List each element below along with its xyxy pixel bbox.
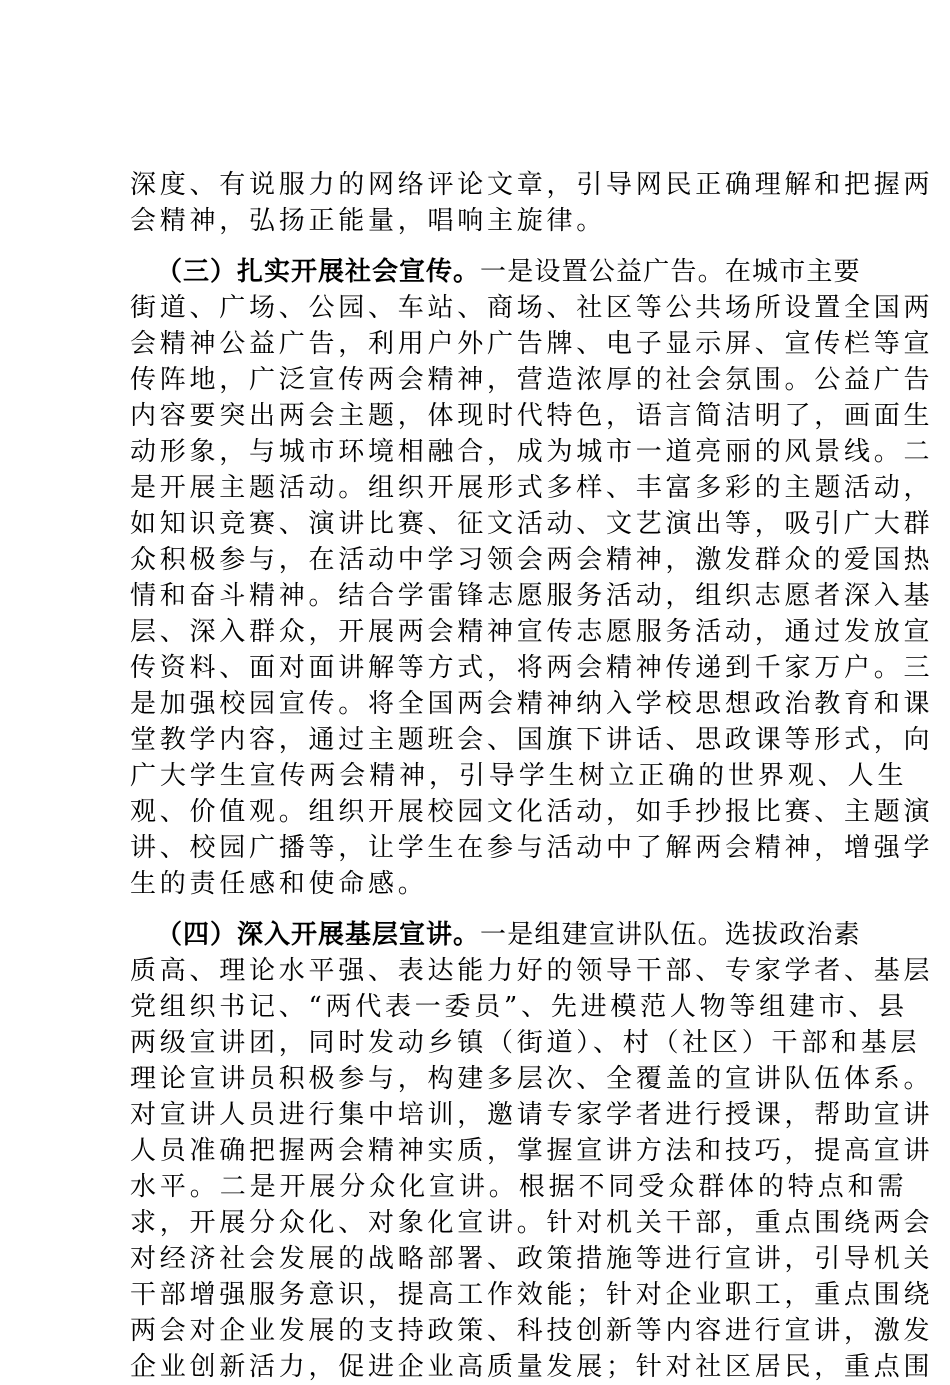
text-line (0, 1205, 950, 1241)
line-text: 会精神，弘扬正能量，唱响主旋律。 (130, 206, 607, 236)
line-text: 传资料、面对面讲解等方式，将两会精神传递到千家万户。三 (130, 653, 934, 683)
line-text: 理论宣讲员积极参与，构建多层次、全覆盖的宣讲队伍体系。 (130, 1064, 934, 1094)
text-line (0, 794, 950, 830)
text-line (0, 614, 950, 650)
text-line (0, 167, 950, 203)
text-line (0, 398, 950, 434)
text-line (0, 578, 950, 614)
line-text: 是开展主题活动。组织开展形式多样、丰富多彩的主题活动， (130, 473, 934, 503)
section-4-heading: （四）深入开展基层宣讲。 (156, 920, 481, 950)
line-text: 质高、理论水平强、表达能力好的领导干部、专家学者、基层 (130, 956, 934, 986)
section-3-heading: （三）扎实开展社会宣传。 (156, 257, 481, 287)
line-text: 观、价值观。组织开展校园文化活动，如手抄报比赛、主题演 (130, 797, 934, 827)
text-line (0, 434, 950, 470)
line-text: 两会对企业发展的支持政策、科技创新等内容进行宣讲，激发 (130, 1316, 934, 1346)
text-line (0, 650, 950, 686)
line-text: 情和奋斗精神。结合学雷锋志愿服务活动，组织志愿者深入基 (130, 581, 934, 611)
line-text: 动形象，与城市环境相融合，成为城市一道亮丽的风景线。二 (130, 437, 934, 467)
line-text: 党组织书记、“两代表一委员”、先进模范人物等组建市、县 (130, 992, 908, 1022)
line-text: 是加强校园宣传。将全国两会精神纳入学校思想政治教育和课 (130, 689, 934, 719)
text-line (0, 953, 950, 989)
text-line (0, 290, 950, 326)
text-line (0, 830, 950, 866)
section-4-first-line-rest: 一是组建宣讲队伍。选拔政治素 (480, 920, 861, 950)
text-line (0, 542, 950, 578)
line-text: 人员准确把握两会精神实质，掌握宣讲方法和技巧，提高宣讲 (130, 1136, 934, 1166)
text-line (0, 1277, 950, 1313)
text-line (0, 470, 950, 506)
section-4-first-line-text (156, 917, 861, 953)
line-text: 深度、有说服力的网络评论文章，引导网民正确理解和把握两 (130, 170, 934, 200)
line-text: 堂教学内容，通过主题班会、国旗下讲话、思政课等形式，向 (130, 725, 934, 755)
line-text: 讲、校园广播等，让学生在参与活动中了解两会精神，增强学 (130, 833, 934, 863)
section-3-first-line-text (156, 254, 861, 290)
text-line (0, 866, 950, 902)
text-line (0, 1169, 950, 1205)
text-line (0, 722, 950, 758)
line-text: 生的责任感和使命感。 (130, 869, 428, 899)
line-text: 传阵地，广泛宣传两会精神，营造浓厚的社会氛围。公益广告 (130, 365, 934, 395)
text-line (0, 203, 950, 239)
text-line (0, 1241, 950, 1277)
text-line (0, 1025, 950, 1061)
line-text: 对宣讲人员进行集中培训，邀请专家学者进行授课，帮助宣讲 (130, 1100, 934, 1130)
text-line (0, 362, 950, 398)
line-text: 求，开展分众化、对象化宣讲。针对机关干部，重点围绕两会 (130, 1208, 934, 1238)
text-line (0, 686, 950, 722)
section-3-first-line-rest: 一是设置公益广告。在城市主要 (480, 257, 861, 287)
line-text: 企业创新活力，促进企业高质量发展；针对社区居民，重点围 (130, 1352, 934, 1382)
line-text: 内容要突出两会主题，体现时代特色，语言简洁明了，画面生 (130, 401, 934, 431)
line-text: 众积极参与，在活动中学习领会两会精神，激发群众的爱国热 (130, 545, 934, 575)
line-text: 会精神公益广告，利用户外广告牌、电子显示屏、宣传栏等宣 (130, 329, 934, 359)
text-line (0, 989, 950, 1025)
text-line (0, 758, 950, 794)
text-line (0, 1133, 950, 1169)
line-text: 水平。二是开展分众化宣讲。根据不同受众群体的特点和需 (130, 1172, 908, 1202)
line-text: 干部增强服务意识，提高工作效能；针对企业职工，重点围绕 (130, 1280, 934, 1310)
line-text: 如知识竞赛、演讲比赛、征文活动、文艺演出等，吸引广大群 (130, 509, 934, 539)
text-line (0, 1349, 950, 1385)
line-text: 对经济社会发展的战略部署、政策措施等进行宣讲，引导机关 (130, 1244, 934, 1274)
line-text: 街道、广场、公园、车站、商场、社区等公共场所设置全国两 (130, 293, 934, 323)
line-text: 两级宣讲团，同时发动乡镇（街道）、村（社区）干部和基层 (130, 1028, 921, 1058)
line-text: 层、深入群众，开展两会精神宣传志愿服务活动，通过发放宣 (130, 617, 934, 647)
section-4-first-line (0, 917, 950, 953)
text-line (0, 326, 950, 362)
text-line (0, 506, 950, 542)
line-text: 广大学生宣传两会精神，引导学生树立正确的世界观、人生 (130, 761, 908, 791)
text-line (0, 1061, 950, 1097)
text-line (0, 1097, 950, 1133)
section-3-first-line (0, 254, 950, 290)
